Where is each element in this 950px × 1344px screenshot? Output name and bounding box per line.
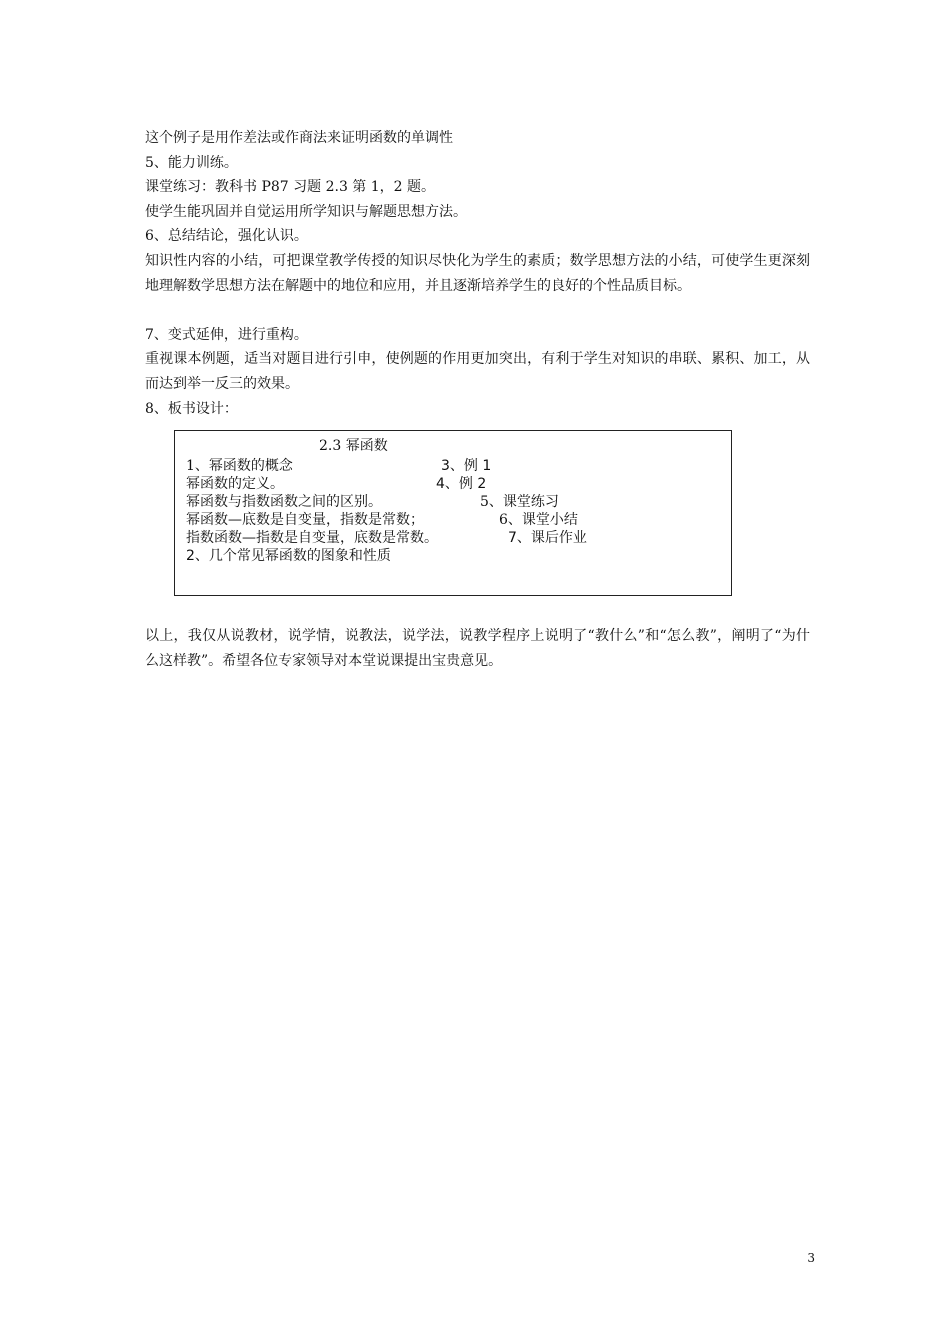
heading-board-design: 8、板书设计： xyxy=(145,401,238,417)
heading-summary: 6、总结结论，强化认识。 xyxy=(145,228,308,244)
board-right-item: 7、课后作业 xyxy=(508,530,587,546)
board-right-item: 6、课堂小结 xyxy=(499,512,578,528)
page-number: 3 xyxy=(807,1251,815,1265)
board-left-item: 幂函数的定义。 xyxy=(186,476,284,492)
paragraph-monotonicity: 这个例子是用作差法或作商法来证明函数的单调性 xyxy=(145,130,453,146)
board-design-box xyxy=(174,430,732,596)
board-left-item: 幂函数与指数函数之间的区别。 xyxy=(186,494,382,510)
paragraph-classroom-exercise: 课堂练习：教科书 P87 习题 2.3 第 1，2 题。 xyxy=(145,179,436,195)
board-left-item: 1、幂函数的概念 xyxy=(186,458,293,474)
board-right-item: 3、例 1 xyxy=(441,458,492,474)
paragraph-conclusion: 以上，我仅从说教材，说学情，说教法，说学法，说教学程序上说明了“教什么”和“怎么教”，阐明了“为什么这样教”。希望各位专家领导对本堂说课提出宝贵意见。 xyxy=(145,628,810,669)
board-right-item: 5、课堂练习 xyxy=(480,494,559,510)
heading-variation: 7、变式延伸，进行重构。 xyxy=(145,327,308,343)
board-title: 2.3 幂函数 xyxy=(319,438,388,454)
paragraph-variation-body: 重视课本例题，适当对题目进行引申，使例题的作用更加突出，有利于学生对知识的串联、累积、加工，从而达到举一反三的效果。 xyxy=(145,351,810,392)
board-left-item: 2、几个常见幂函数的图象和性质 xyxy=(186,548,391,564)
paragraph-consolidate: 使学生能巩固并自觉运用所学知识与解题思想方法。 xyxy=(145,204,467,220)
heading-ability-training: 5、能力训练。 xyxy=(145,155,238,171)
board-right-item: 4、例 2 xyxy=(436,476,487,492)
paragraph-summary-body: 知识性内容的小结，可把课堂教学传授的知识尽快化为学生的素质；数学思想方法的小结，可使学生更深刻地理解数学思想方法在解题中的地位和应用，并且逐渐培养学生的良好的个性品质目标。 xyxy=(145,253,810,294)
board-left-item: 指数函数—指数是自变量，底数是常数。 xyxy=(186,530,438,546)
board-left-item: 幂函数—底数是自变量，指数是常数； xyxy=(186,512,424,528)
